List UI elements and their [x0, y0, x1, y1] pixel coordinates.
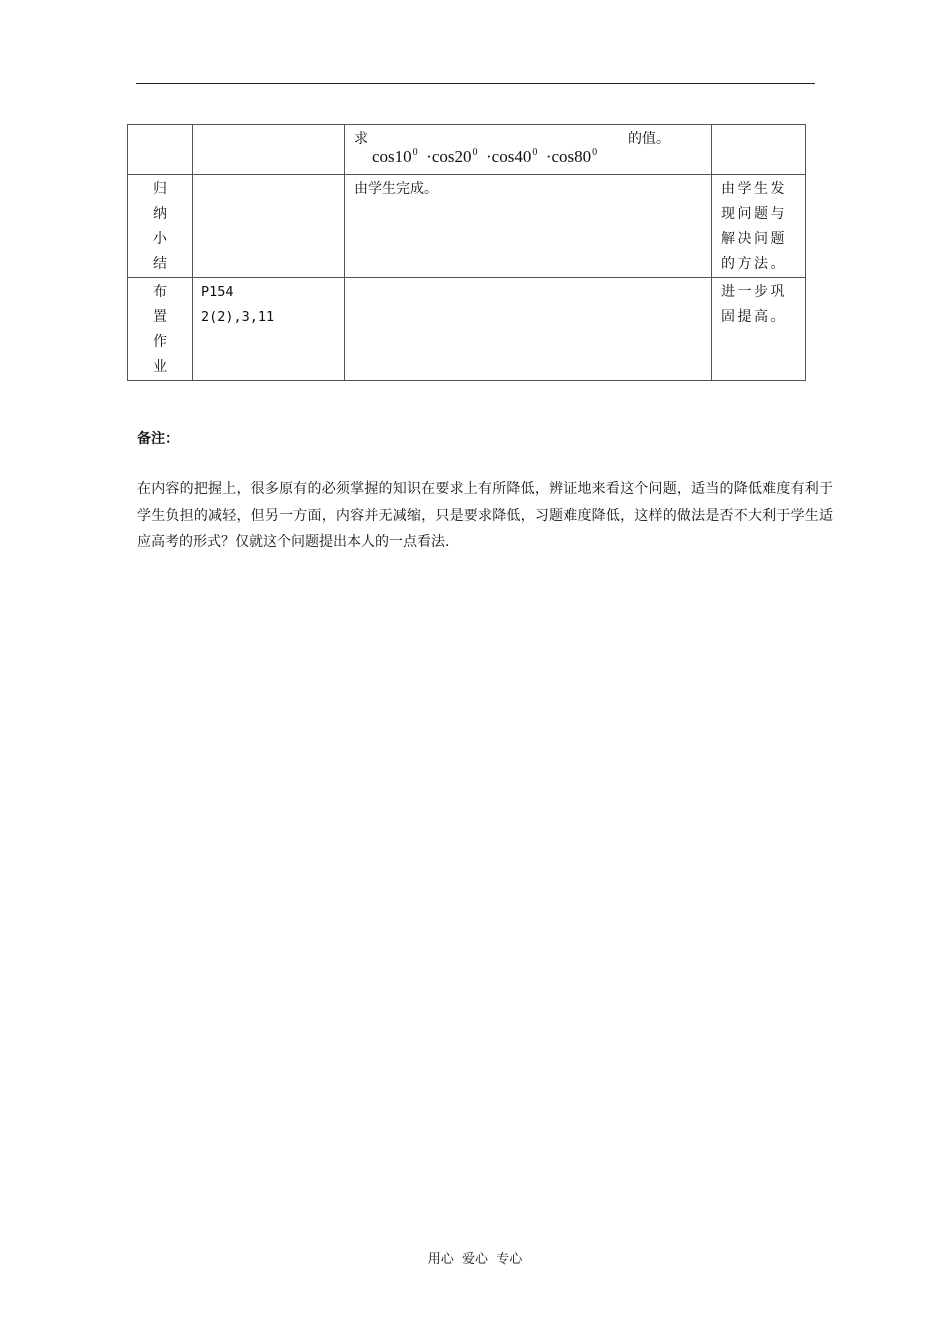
notes-body: 在内容的把握上，很多原有的必须掌握的知识在要求上有所降低，辨证地来看这个问题，适当的降低难度有利于学生负担的减轻，但另一方面，内容并无减缩，只是要求降低，习题难度降低，这样的做法是否不大利于学生适应高考的形式？仅就这个问题提出本人的一点看法. [137, 481, 833, 550]
table-row [128, 125, 806, 175]
category-label-summary [128, 175, 192, 277]
formula-term: ·cos40 [486, 147, 532, 166]
category-char: 布 [153, 284, 167, 300]
table-row [128, 175, 806, 278]
formula-term: ·cos20 [426, 147, 472, 166]
intent-cell [712, 278, 806, 381]
category-cell [128, 175, 193, 278]
formula-expression [372, 140, 597, 169]
degree-mark: 0 [472, 147, 478, 158]
material-cell [193, 125, 345, 175]
formula-suffix: 的值。 [628, 131, 670, 147]
header-rule [136, 83, 815, 84]
material-cell [193, 278, 345, 381]
table-row [128, 278, 806, 381]
category-char: 置 [153, 309, 167, 325]
category-cell [128, 125, 193, 175]
page-footer: 用心 爱心 专心 [427, 1252, 523, 1267]
intent-text: 进一步巩固提高。 [721, 284, 787, 325]
category-char: 结 [153, 256, 167, 272]
category-char: 小 [153, 231, 167, 247]
degree-mark: 0 [532, 147, 538, 158]
material-line: P154 [201, 284, 234, 300]
content-cell [345, 278, 712, 381]
material-line: 2(2),3,11 [201, 309, 275, 325]
intent-cell [712, 175, 806, 278]
formula-prefix: 求 [354, 131, 368, 147]
material-cell [193, 175, 345, 278]
category-label-homework [128, 278, 192, 380]
category-char: 纳 [153, 206, 167, 222]
material-text [201, 278, 344, 330]
lesson-plan-table [127, 124, 806, 381]
formula-term: ·cos80 [545, 147, 592, 166]
formula-term: cos10 [372, 147, 412, 166]
degree-mark: 0 [412, 147, 418, 158]
formula [354, 125, 711, 174]
content-cell [345, 125, 712, 175]
category-char: 业 [153, 359, 167, 375]
degree-mark: 0 [592, 147, 598, 158]
category-char: 归 [153, 181, 167, 197]
content-cell [345, 175, 712, 278]
category-cell [128, 278, 193, 381]
content-text: 由学生完成。 [354, 181, 438, 197]
category-char: 作 [153, 334, 167, 350]
notes-title: 备注： [137, 431, 179, 447]
intent-cell [712, 125, 806, 175]
intent-text: 由学生发现问题与解决问题的方法。 [721, 181, 787, 272]
